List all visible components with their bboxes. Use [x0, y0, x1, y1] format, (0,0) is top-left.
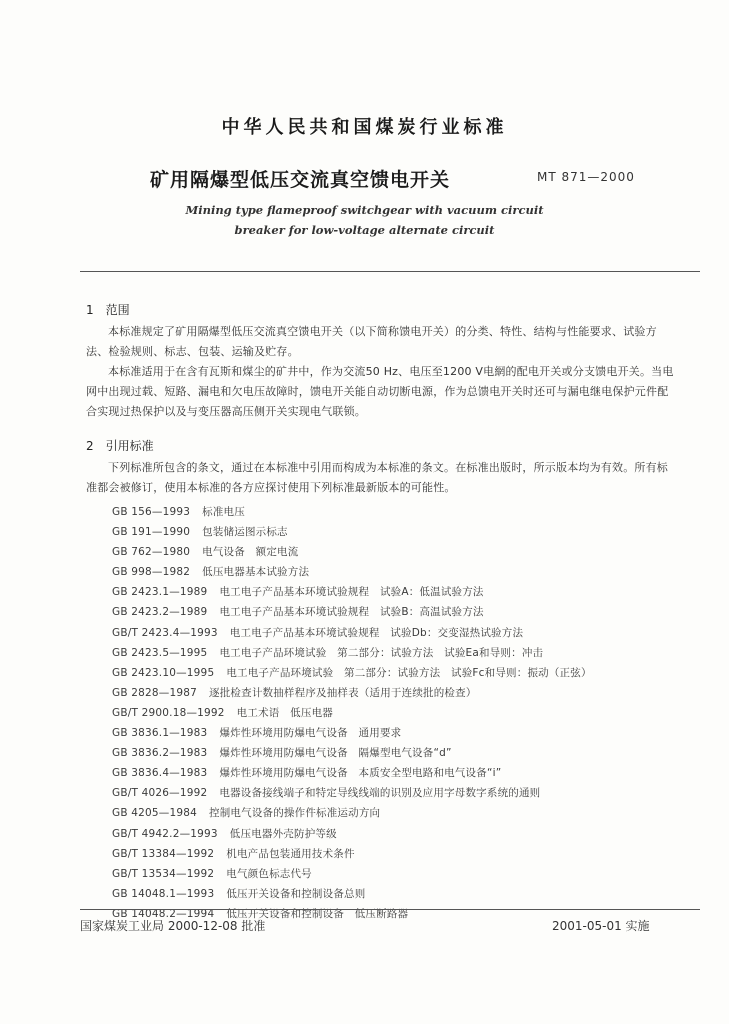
reference-item: GB 998—1982 低压电器基本试验方法: [112, 566, 310, 579]
reference-item: GB 4205—1984 控制电气设备的操作件标准运动方向: [112, 807, 381, 820]
standard-title-en-line1: Mining type flameproof switchgear with vacuum circuit: [185, 203, 544, 217]
reference-item: GB 3836.4—1983 爆炸性环境用防爆电气设备 本质安全型电路和电气设备“i”: [112, 767, 502, 780]
section-heading-references: 2 引用标准: [86, 439, 154, 453]
reference-list: [112, 502, 592, 924]
issuing-body-heading: 中华人民共和国煤炭行业标准: [221, 117, 508, 138]
reference-item: GB 191—1990 包装储运图示标志: [112, 526, 288, 539]
references-intro-paragraph: 下列标准所包含的条文，通过在本标准中引用而构成为本标准的条文。在标准出版时，所示版本均为有效。所有标准都会被修订，使用本标准的各方应探讨使用下列标准最新版本的可能性。: [86, 461, 668, 494]
reference-item: GB 2423.2—1989 电工电子产品基本环境试验规程 试验B：高温试验方法: [112, 606, 484, 619]
reference-item: GB/T 13384—1992 机电产品包装通用技术条件: [112, 847, 355, 860]
reference-item: GB/T 4942.2—1993 低压电器外壳防护等级: [112, 827, 337, 840]
reference-item: GB 156—1993 标准电压: [112, 506, 245, 518]
reference-item: GB/T 13534—1992 电气颜色标志代号: [112, 867, 312, 880]
header-divider: [80, 271, 700, 272]
approval-date: 国家煤炭工业局 2000-12-08 批准: [80, 919, 266, 933]
reference-item: GB 3836.1—1983 爆炸性环境用防爆电气设备 通用要求: [112, 727, 402, 740]
reference-item: GB/T 2423.4—1993 电工电子产品基本环境试验规程 试验Db：交变湿热试验方法: [112, 626, 524, 639]
standard-title-en-line2: breaker for low-voltage alternate circuit: [234, 223, 495, 237]
footer-divider: [80, 909, 700, 910]
reference-item: GB 2423.5—1995 电工电子产品环境试验 第二部分：试验方法 试验Ea和导则：冲击: [112, 646, 544, 659]
reference-item: GB 2423.1—1989 电工电子产品基本环境试验规程 试验A：低温试验方法: [112, 586, 484, 599]
section-heading-scope: 1 范围: [86, 303, 130, 317]
effective-date: 2001-05-01 实施: [552, 919, 650, 933]
reference-item: GB/T 2900.18—1992 电工术语 低压电器: [112, 706, 333, 719]
reference-item: GB 14048.2—1994 低压开关设备和控制设备 低压断路器: [112, 907, 409, 920]
scope-paragraph-1: 本标准规定了矿用隔爆型低压交流真空馈电开关（以下简称馈电开关）的分类、特性、结构与性能要求、试验方法、检验规则、标志、包装、运输及贮存。: [86, 325, 657, 358]
reference-item: GB 2828—1987 逐批检查计数抽样程序及抽样表（适用于连续批的检查）: [112, 686, 477, 699]
standard-title-cn: 矿用隔爆型低压交流真空馈电开关: [150, 169, 451, 191]
reference-item: GB 2423.10—1995 电工电子产品环境试验 第二部分：试验方法 试验Fc和导则：振动（正弦）: [112, 666, 592, 679]
reference-item: GB/T 4026—1992 电器设备接线端子和特定导线线端的识别及应用字母数字系统的通则: [112, 787, 541, 800]
reference-item: GB 762—1980 电气设备 额定电流: [112, 546, 299, 559]
scope-paragraph-2: 本标准适用于在含有瓦斯和煤尘的矿井中，作为交流50 Hz、电压至1200 V电網的配电开关或分支馈电开关。当电网中出现过载、短路、漏电和欠电压故障时，馈电开关能自动切断电源，作为总馈电开关时还可与漏电继电保护元件配合实现过热保护以及与变压器高压侧开关实现电气联锁。: [86, 365, 674, 418]
reference-item: GB 3836.2—1983 爆炸性环境用防爆电气设备 隔爆型电气设备“d”: [112, 747, 452, 760]
reference-item: GB 14048.1—1993 低压开关设备和控制设备总则: [112, 887, 366, 900]
standard-number: MT 871—2000: [537, 170, 635, 184]
